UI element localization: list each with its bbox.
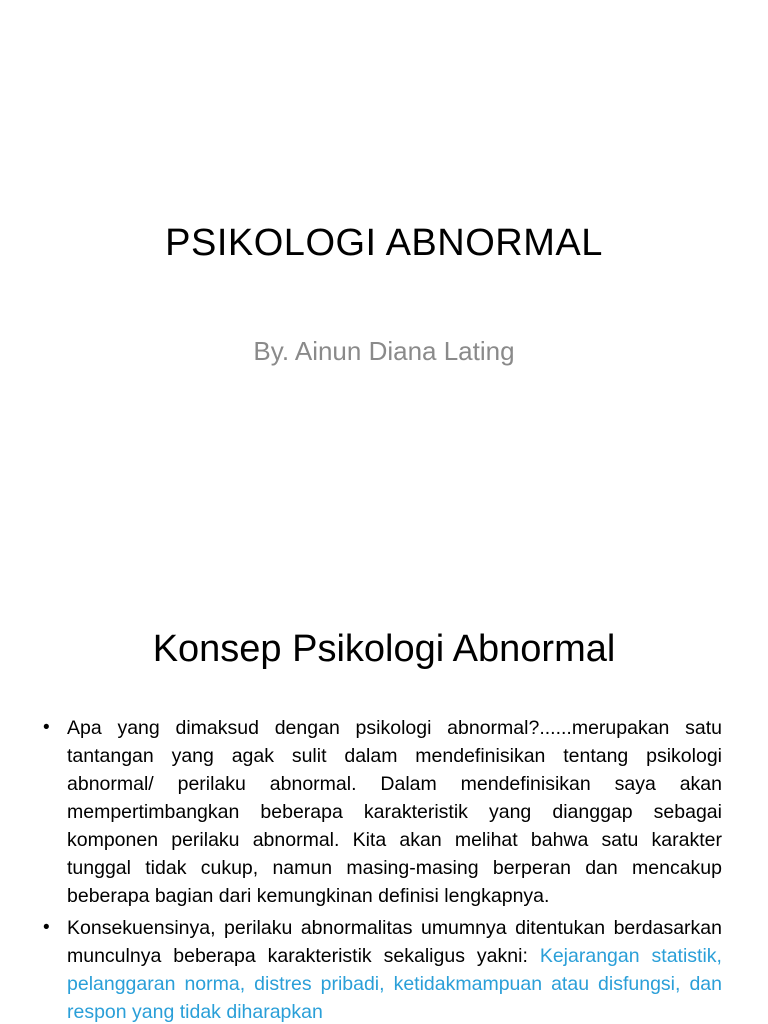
- bullet-list: [40, 714, 722, 1024]
- presentation-author: By. Ainun Diana Lating: [253, 336, 515, 366]
- content-slide: [0, 576, 768, 1024]
- bullet-text: Konsekuensinya, perilaku abnormalitas umumnya ditentukan berdasarkan munculnya beberapa karakteristik sekaligus yakni:: [67, 917, 722, 967]
- bullet-icon: •: [43, 717, 50, 738]
- bullet-highlight-text: Kejarangan statistik, pelanggaran norma, distres pribadi, ketidakmampuan atau disfungsi, dan respon yang tidak diharapkan: [67, 945, 722, 1023]
- slide-title: Konsep Psikologi Abnormal: [152, 628, 616, 670]
- bullet-text: Apa yang dimaksud dengan psikologi abnormal?......merupakan satu tantangan yang agak sulit dalam mendefinisikan tentang psikologi abnormal/ perilaku abnormal. Dalam mendefinisikan saya akan mempertimbangkan beberapa karakteristik yang dianggap sebagai komponen perilaku abnormal. Kita akan melihat bahwa satu karakter tunggal tidak cukup, namun masing-masing berperan dan mencakup beberapa bagian dari kemungkinan definisi lengkapnya.: [67, 717, 722, 907]
- bullet-icon: •: [43, 917, 50, 938]
- bullet-item: [40, 914, 722, 1024]
- bullet-item: [40, 714, 722, 910]
- presentation-title: PSIKOLOGI ABNORMAL: [165, 222, 603, 264]
